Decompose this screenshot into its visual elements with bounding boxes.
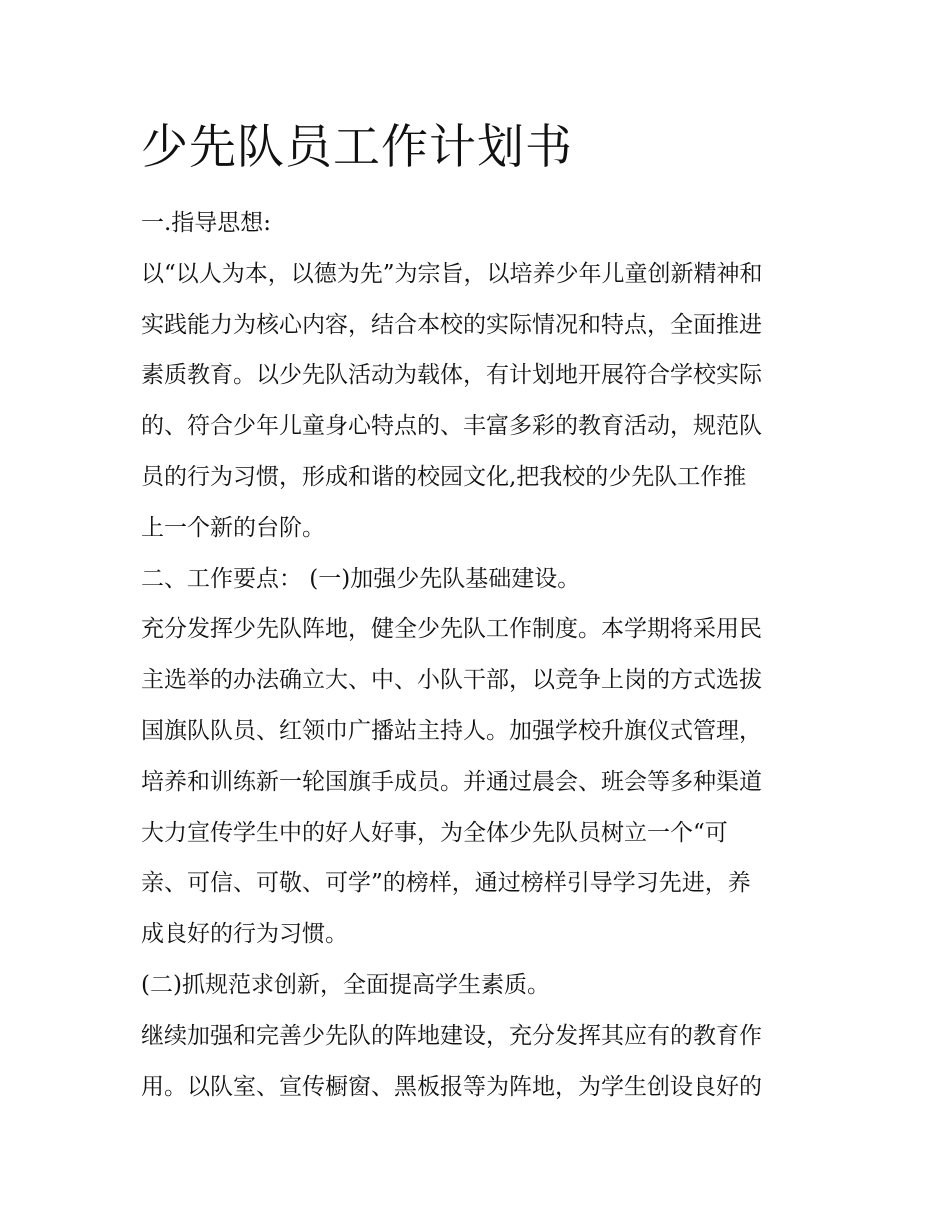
document-page xyxy=(141,112,813,1112)
paragraph-guiding-ideology xyxy=(141,249,813,554)
document-title: 少先队员工作计划书 xyxy=(141,120,573,175)
text-line: 成良好的行为习惯。 xyxy=(141,921,348,948)
text-line: 国旗队队员、红领巾广播站主持人。加强学校升旗仪式管理， xyxy=(141,717,762,744)
section-heading-guiding-ideology: 一.指导思想: xyxy=(141,210,272,236)
section-heading-work-points: 二、工作要点： (一)加强少先队基础建设。 xyxy=(141,565,581,592)
section-heading-standards-innovation: (二)抓规范求创新，全面提高学生素质。 xyxy=(141,971,550,998)
paragraph-standards-innovation xyxy=(141,1011,813,1113)
text-line: 员的行为习惯，形成和谐的校园文化,把我校的少先队工作推 xyxy=(141,463,747,490)
text-line: 亲、可信、可敬、可学”的榜样，通过榜样引导学习先进，养 xyxy=(141,870,751,897)
text-line: 实践能力为核心内容，结合本校的实际情况和特点，全面推进 xyxy=(141,311,762,338)
text-line: 上一个新的台阶。 xyxy=(141,514,325,541)
text-line: 大力宣传学生中的好人好事，为全体少先队员树立一个“可 xyxy=(141,819,728,846)
text-line: 用。以队室、宣传橱窗、黑板报等为阵地，为学生创设良好的 xyxy=(141,1073,762,1100)
text-line: 充分发挥少先队阵地，健全少先队工作制度。本学期将采用民 xyxy=(141,616,762,643)
text-line: 素质教育。以少先队活动为载体，有计划地开展符合学校实际 xyxy=(141,362,762,389)
text-line: 的、符合少年儿童身心特点的、丰富多彩的教育活动，规范队 xyxy=(141,413,762,440)
text-line: 主选举的办法确立大、中、小队干部，以竞争上岗的方式选拔 xyxy=(141,667,762,694)
text-line: 继续加强和完善少先队的阵地建设，充分发挥其应有的教育作 xyxy=(141,1022,762,1049)
text-line: 培养和训练新一轮国旗手成员。并通过晨会、班会等多种渠道 xyxy=(141,768,762,795)
text-line: 以“以人为本，以德为先”为宗旨，以培养少年儿童创新精神和 xyxy=(141,260,763,287)
paragraph-work-points xyxy=(141,604,813,960)
